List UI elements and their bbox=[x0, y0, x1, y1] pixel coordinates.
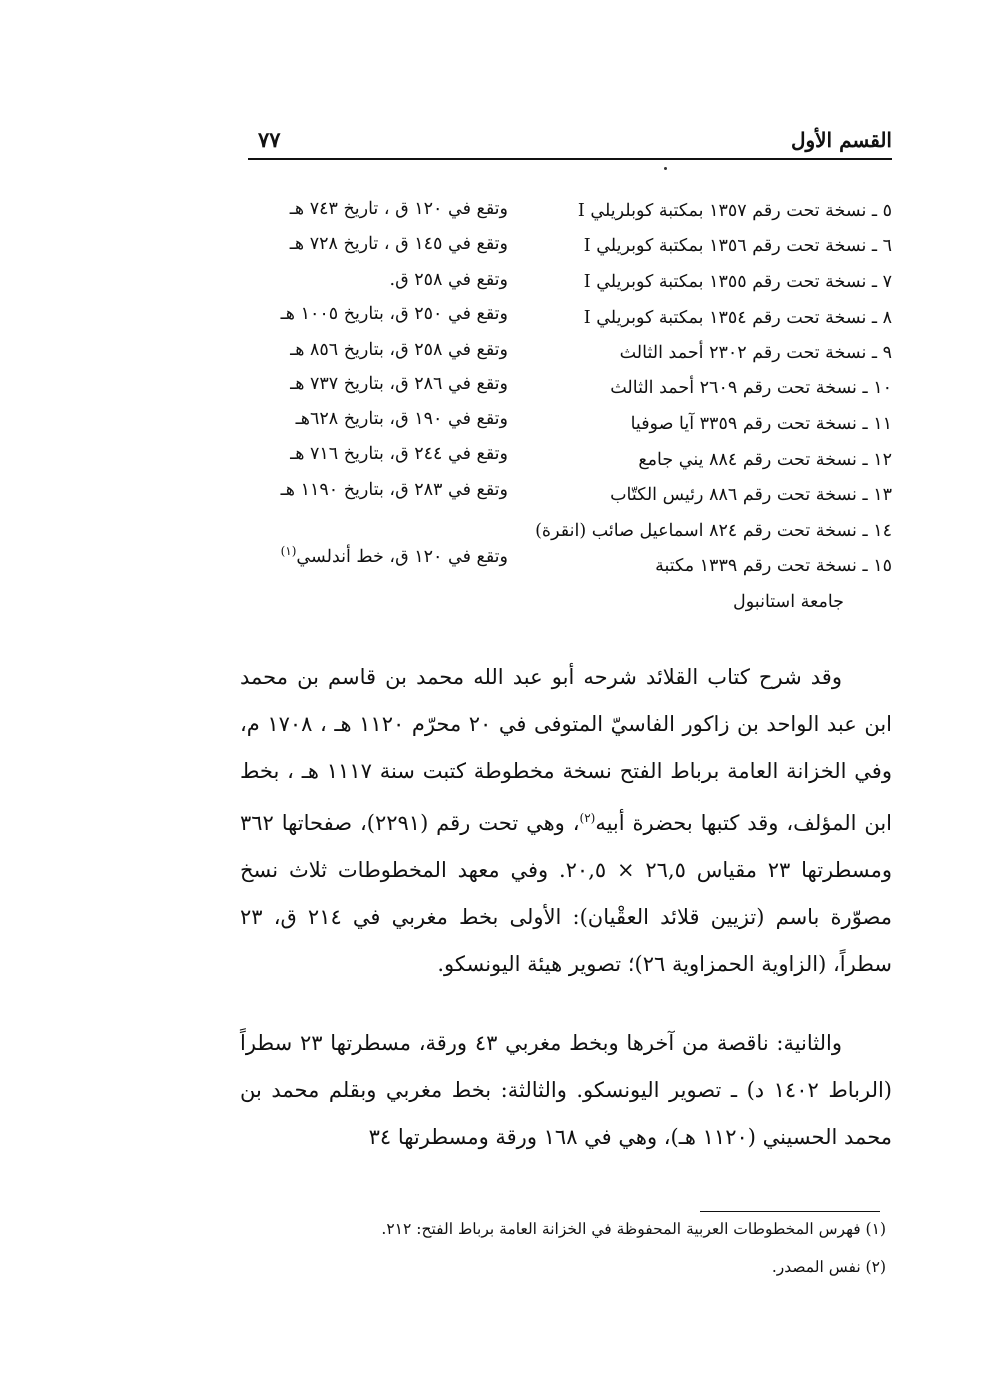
manuscript-copy-13: ١٣ ـ نسخة تحت رقم ٨٨٦ رئيس الكتّاب bbox=[610, 485, 892, 505]
manuscript-copy-15-continuation: جامعة استانبول bbox=[733, 592, 844, 612]
body-paragraph-2: والثانية: ناقصة من آخرها وبخط مغربي ٤٣ ورقة، مسطرتها ٢٣ سطراً (الرباط ١٤٠٢ د) ـ تصوير اليونسكو. والثالثة: بخط مغربي وبقلم محمد بن محمد الحسيني (١١٢٠ هـ)، وهي في ١٦٨ ورقة ومسطرتها ٣٤ bbox=[240, 1031, 892, 1149]
body-paragraph-1-part-b: ، وهي تحت رقم (٢٢٩١)، صفحاتها ٣٦٢ ومسطرتها ٢٣ مقياس ٢٦,٥ × ٢٠,٥. وفي معهد المخطوطات ثلاث نسخ مصوّرة باسم (تزيين قلائد العقْيان): الأولى بخط مغربي في ٢١٤ ق، ٢٣ سطراً، (الزاوية الحمزاوية ٢٦)؛ تصوير هيئة اليونسكو. bbox=[240, 811, 893, 976]
body-paragraph-1-part-a: وقد شرح كتاب القلائد شرحه أبو عبد الله محمد بن قاسم بن محمد ابن عبد الواحد بن زاكور الفاسيّ المتوفى في ٢٠ محرّم ١١٢٠ هـ ، ١٧٠٨ م، وفي الخزانة العامة برباط الفتح نسخة مخطوطة كتبت سنة ١١١٧ هـ ، بخط ابن المؤلف، وقد كتبها بحضرة أبيه bbox=[240, 665, 893, 835]
manuscript-copy-14: ١٤ ـ نسخة تحت رقم ٨٢٤ اسماعيل صائب (انقرة) bbox=[535, 521, 892, 541]
manuscript-copy-7: ٧ ـ نسخة تحت رقم ١٣٥٥ بمكتبة كوبريلي I bbox=[583, 272, 892, 292]
manuscript-details-15 bbox=[281, 544, 508, 567]
manuscript-details-5: وتقع في ١٢٠ ق ، تاريخ ٧٤٣ هـ bbox=[289, 199, 508, 219]
manuscript-copy-11: ١١ ـ نسخة تحت رقم ٣٣٥٩ آيا صوفيا bbox=[630, 414, 892, 434]
footnote-ref-1: (١) bbox=[280, 544, 297, 558]
footnote-1: (١) فهرس المخطوطات العربية المحفوظة في الخزانة العامة برباط الفتح: ٢١٢. bbox=[381, 1220, 886, 1238]
section-title: القسم الأول bbox=[790, 128, 892, 152]
footnote-2: (٢) نفس المصدر. bbox=[771, 1258, 886, 1276]
manuscript-copy-5: ٥ ـ نسخة تحت رقم ١٣٥٧ بمكتبة كوبلريلي I bbox=[577, 201, 892, 221]
body-paragraph-1 bbox=[240, 654, 892, 988]
manuscript-copy-15: ١٥ ـ نسخة تحت رقم ١٣٣٩ مكتبة bbox=[655, 556, 892, 576]
manuscript-copy-10: ١٠ ـ نسخة تحت رقم ٢٦٠٩ أحمد الثالث bbox=[610, 378, 892, 398]
manuscript-copy-9: ٩ ـ نسخة تحت رقم ٢٣٠٢ أحمد الثالث bbox=[619, 343, 892, 363]
manuscript-details-11: وتقع في ١٩٠ ق، بتاريخ ٦٢٨هـ bbox=[295, 409, 508, 429]
manuscript-copy-12: ١٢ ـ نسخة تحت رقم ٨٨٤ يني جامع bbox=[638, 450, 892, 470]
manuscript-details-12: وتقع في ٢٤٤ ق، بتاريخ ٧١٦ هـ bbox=[290, 444, 508, 464]
manuscript-details-13: وتقع في ٢٨٣ ق، بتاريخ ١١٩٠ هـ bbox=[280, 480, 508, 500]
manuscript-details-8: وتقع في ٢٥٠ ق، بتاريخ ١٠٠٥ هـ bbox=[280, 304, 508, 324]
page-header bbox=[248, 122, 892, 160]
manuscript-copy-6: ٦ ـ نسخة تحت رقم ١٣٥٦ بمكتبة كوبريلي I bbox=[583, 236, 892, 256]
footnote-divider bbox=[700, 1211, 880, 1212]
footnote-ref-2: (٢) bbox=[579, 811, 596, 825]
manuscript-details-6: وتقع في ١٤٥ ق ، تاريخ ٧٢٨ هـ bbox=[289, 234, 508, 254]
page-number: ٧٧ bbox=[258, 127, 281, 152]
header-dot bbox=[664, 167, 667, 170]
manuscript-details-10: وتقع في ٢٨٦ ق، بتاريخ ٧٣٧ هـ bbox=[290, 374, 508, 394]
manuscript-details-15-text: وتقع في ١٢٠ ق، خط أندلسي bbox=[296, 546, 508, 567]
manuscript-details-9: وتقع في ٢٥٨ ق، بتاريخ ٨٥٦ هـ bbox=[290, 340, 508, 360]
manuscript-details-7: وتقع في ٢٥٨ ق. bbox=[389, 270, 508, 290]
manuscript-copy-8: ٨ ـ نسخة تحت رقم ١٣٥٤ بمكتبة كوبريلي I bbox=[583, 308, 892, 328]
